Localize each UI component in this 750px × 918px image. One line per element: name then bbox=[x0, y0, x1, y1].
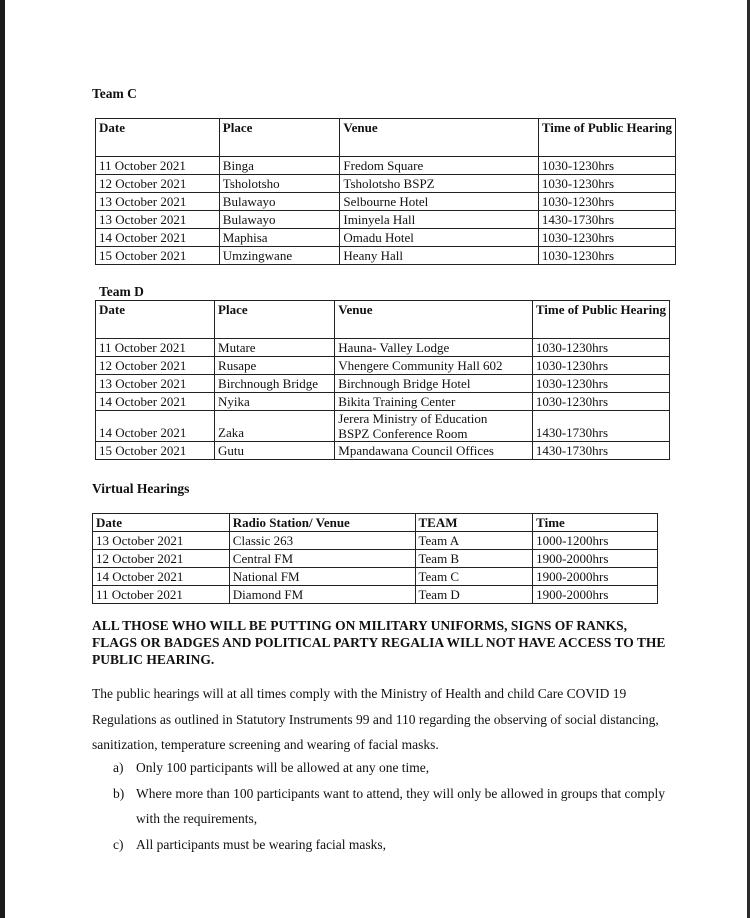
list-item-text: Where more than 100 participants want to attend, they will only be allowed in groups that comply with the requirements, bbox=[136, 785, 665, 826]
cell-place: Birchnough Bridge bbox=[215, 375, 335, 393]
cell-place: Mutare bbox=[215, 339, 335, 357]
list-marker: c) bbox=[113, 836, 124, 852]
table-row bbox=[96, 229, 676, 247]
cell-venue: Mpandawana Council Offices bbox=[335, 442, 533, 460]
cell-team: Team A bbox=[415, 532, 533, 550]
venue-line: Jerera Ministry of Education bbox=[338, 411, 488, 426]
list-item bbox=[113, 755, 668, 781]
table-row bbox=[93, 550, 658, 568]
cell-date: 13 October 2021 bbox=[96, 193, 220, 211]
cell-place: Umzingwane bbox=[219, 247, 340, 265]
col-header-time: Time of Public Hearing bbox=[538, 119, 675, 157]
cell-venue: Omadu Hotel bbox=[340, 229, 538, 247]
cell-time: 1030-1230hrs bbox=[538, 247, 675, 265]
cell-time: 1030-1230hrs bbox=[538, 229, 675, 247]
cell-date: 13 October 2021 bbox=[93, 532, 230, 550]
table-row bbox=[96, 411, 670, 442]
table-header-row bbox=[96, 301, 670, 339]
cell-venue: Hauna- Valley Lodge bbox=[335, 339, 533, 357]
virtual-table bbox=[92, 513, 658, 604]
list-item-text: All participants must be wearing facial masks, bbox=[136, 836, 387, 852]
col-header-team: TEAM bbox=[415, 514, 533, 532]
table-row bbox=[96, 339, 670, 357]
cell-date: 15 October 2021 bbox=[96, 442, 215, 460]
table-row bbox=[93, 532, 658, 550]
team-d-table bbox=[95, 300, 670, 460]
cell-date: 14 October 2021 bbox=[96, 393, 215, 411]
col-header-date: Date bbox=[96, 119, 220, 157]
cell-place: Tsholotsho bbox=[219, 175, 340, 193]
table-row bbox=[93, 586, 658, 604]
cell-venue bbox=[335, 411, 533, 442]
cell-place: Bulawayo bbox=[219, 211, 340, 229]
venue-line: BSPZ Conference Room bbox=[338, 426, 468, 441]
col-header-time: Time of Public Hearing bbox=[532, 301, 669, 339]
covid-paragraph: The public hearings will at all times comply with the Ministry of Health and child Care COVID 19 Regulations as outlined in Statutory Instruments 99 and 110 regarding the observing of social distancing, sanitization, temperature screening and wearing of facial masks. bbox=[92, 686, 659, 752]
cell-place: Nyika bbox=[215, 393, 335, 411]
cell-station: Classic 263 bbox=[229, 532, 415, 550]
cell-venue: Fredom Square bbox=[340, 157, 538, 175]
cell-venue: Tsholotsho BSPZ bbox=[340, 175, 538, 193]
cell-date: 14 October 2021 bbox=[96, 411, 215, 442]
cell-venue: Heany Hall bbox=[340, 247, 538, 265]
cell-place: Maphisa bbox=[219, 229, 340, 247]
team-d-heading: Team D bbox=[99, 284, 144, 299]
table-row bbox=[96, 193, 676, 211]
cell-time: 1030-1230hrs bbox=[532, 393, 669, 411]
cell-time: 1030-1230hrs bbox=[532, 339, 669, 357]
requirements-list bbox=[113, 755, 668, 857]
cell-time: 1030-1230hrs bbox=[538, 157, 675, 175]
cell-date: 11 October 2021 bbox=[96, 157, 220, 175]
table-row bbox=[93, 568, 658, 586]
page-edge-left bbox=[0, 0, 5, 918]
cell-venue: Selbourne Hotel bbox=[340, 193, 538, 211]
cell-venue: Vhengere Community Hall 602 bbox=[335, 357, 533, 375]
col-header-place: Place bbox=[215, 301, 335, 339]
cell-place: Rusape bbox=[215, 357, 335, 375]
list-item bbox=[113, 781, 668, 832]
table-header-row bbox=[93, 514, 658, 532]
cell-place: Binga bbox=[219, 157, 340, 175]
list-item bbox=[113, 832, 668, 858]
cell-venue: Birchnough Bridge Hotel bbox=[335, 375, 533, 393]
table-row bbox=[96, 247, 676, 265]
col-header-time: Time bbox=[533, 514, 658, 532]
list-marker: a) bbox=[113, 760, 124, 775]
cell-team: Team B bbox=[415, 550, 533, 568]
team-c-heading: Team C bbox=[92, 86, 137, 101]
cell-date: 13 October 2021 bbox=[96, 375, 215, 393]
col-header-date: Date bbox=[96, 301, 215, 339]
cell-date: 14 October 2021 bbox=[93, 568, 230, 586]
col-header-place: Place bbox=[219, 119, 340, 157]
list-marker: b) bbox=[113, 785, 125, 801]
cell-place: Bulawayo bbox=[219, 193, 340, 211]
cell-date: 12 October 2021 bbox=[96, 357, 215, 375]
cell-date: 13 October 2021 bbox=[96, 211, 220, 229]
cell-time: 1030-1230hrs bbox=[538, 193, 675, 211]
table-header-row bbox=[96, 119, 676, 157]
cell-place: Zaka bbox=[215, 411, 335, 442]
cell-station: National FM bbox=[229, 568, 415, 586]
team-c-table bbox=[95, 118, 676, 265]
cell-venue: Iminyela Hall bbox=[340, 211, 538, 229]
col-header-station: Radio Station/ Venue bbox=[229, 514, 415, 532]
cell-time: 1430-1730hrs bbox=[532, 411, 669, 442]
cell-time: 1900-2000hrs bbox=[533, 586, 658, 604]
cell-date: 11 October 2021 bbox=[96, 339, 215, 357]
cell-date: 12 October 2021 bbox=[93, 550, 230, 568]
cell-date: 15 October 2021 bbox=[96, 247, 220, 265]
table-row bbox=[96, 442, 670, 460]
access-warning: ALL THOSE WHO WILL BE PUTTING ON MILITARY UNIFORMS, SIGNS OF RANKS, FLAGS OR BADGES AND POLITICAL PARTY REGALIA WILL NOT HAVE ACCESS TO THE PUBLIC HEARING. bbox=[92, 618, 666, 667]
cell-team: Team C bbox=[415, 568, 533, 586]
table-row bbox=[96, 175, 676, 193]
list-item-text: Only 100 participants will be allowed at any one time, bbox=[136, 760, 430, 775]
table-row bbox=[96, 211, 676, 229]
cell-venue: Bikita Training Center bbox=[335, 393, 533, 411]
cell-time: 1030-1230hrs bbox=[532, 357, 669, 375]
table-row bbox=[96, 357, 670, 375]
cell-time: 1900-2000hrs bbox=[533, 550, 658, 568]
col-header-venue: Venue bbox=[340, 119, 538, 157]
cell-time: 1030-1230hrs bbox=[538, 175, 675, 193]
cell-place: Gutu bbox=[215, 442, 335, 460]
col-header-venue: Venue bbox=[335, 301, 533, 339]
table-row bbox=[96, 375, 670, 393]
cell-date: 11 October 2021 bbox=[93, 586, 230, 604]
cell-station: Central FM bbox=[229, 550, 415, 568]
cell-team: Team D bbox=[415, 586, 533, 604]
table-row bbox=[96, 393, 670, 411]
table-row bbox=[96, 157, 676, 175]
virtual-heading: Virtual Hearings bbox=[92, 481, 190, 496]
cell-time: 1030-1230hrs bbox=[532, 375, 669, 393]
cell-time: 1900-2000hrs bbox=[533, 568, 658, 586]
cell-station: Diamond FM bbox=[229, 586, 415, 604]
cell-time: 1430-1730hrs bbox=[532, 442, 669, 460]
cell-time: 1430-1730hrs bbox=[538, 211, 675, 229]
cell-time: 1000-1200hrs bbox=[533, 532, 658, 550]
cell-date: 12 October 2021 bbox=[96, 175, 220, 193]
col-header-date: Date bbox=[93, 514, 230, 532]
cell-date: 14 October 2021 bbox=[96, 229, 220, 247]
